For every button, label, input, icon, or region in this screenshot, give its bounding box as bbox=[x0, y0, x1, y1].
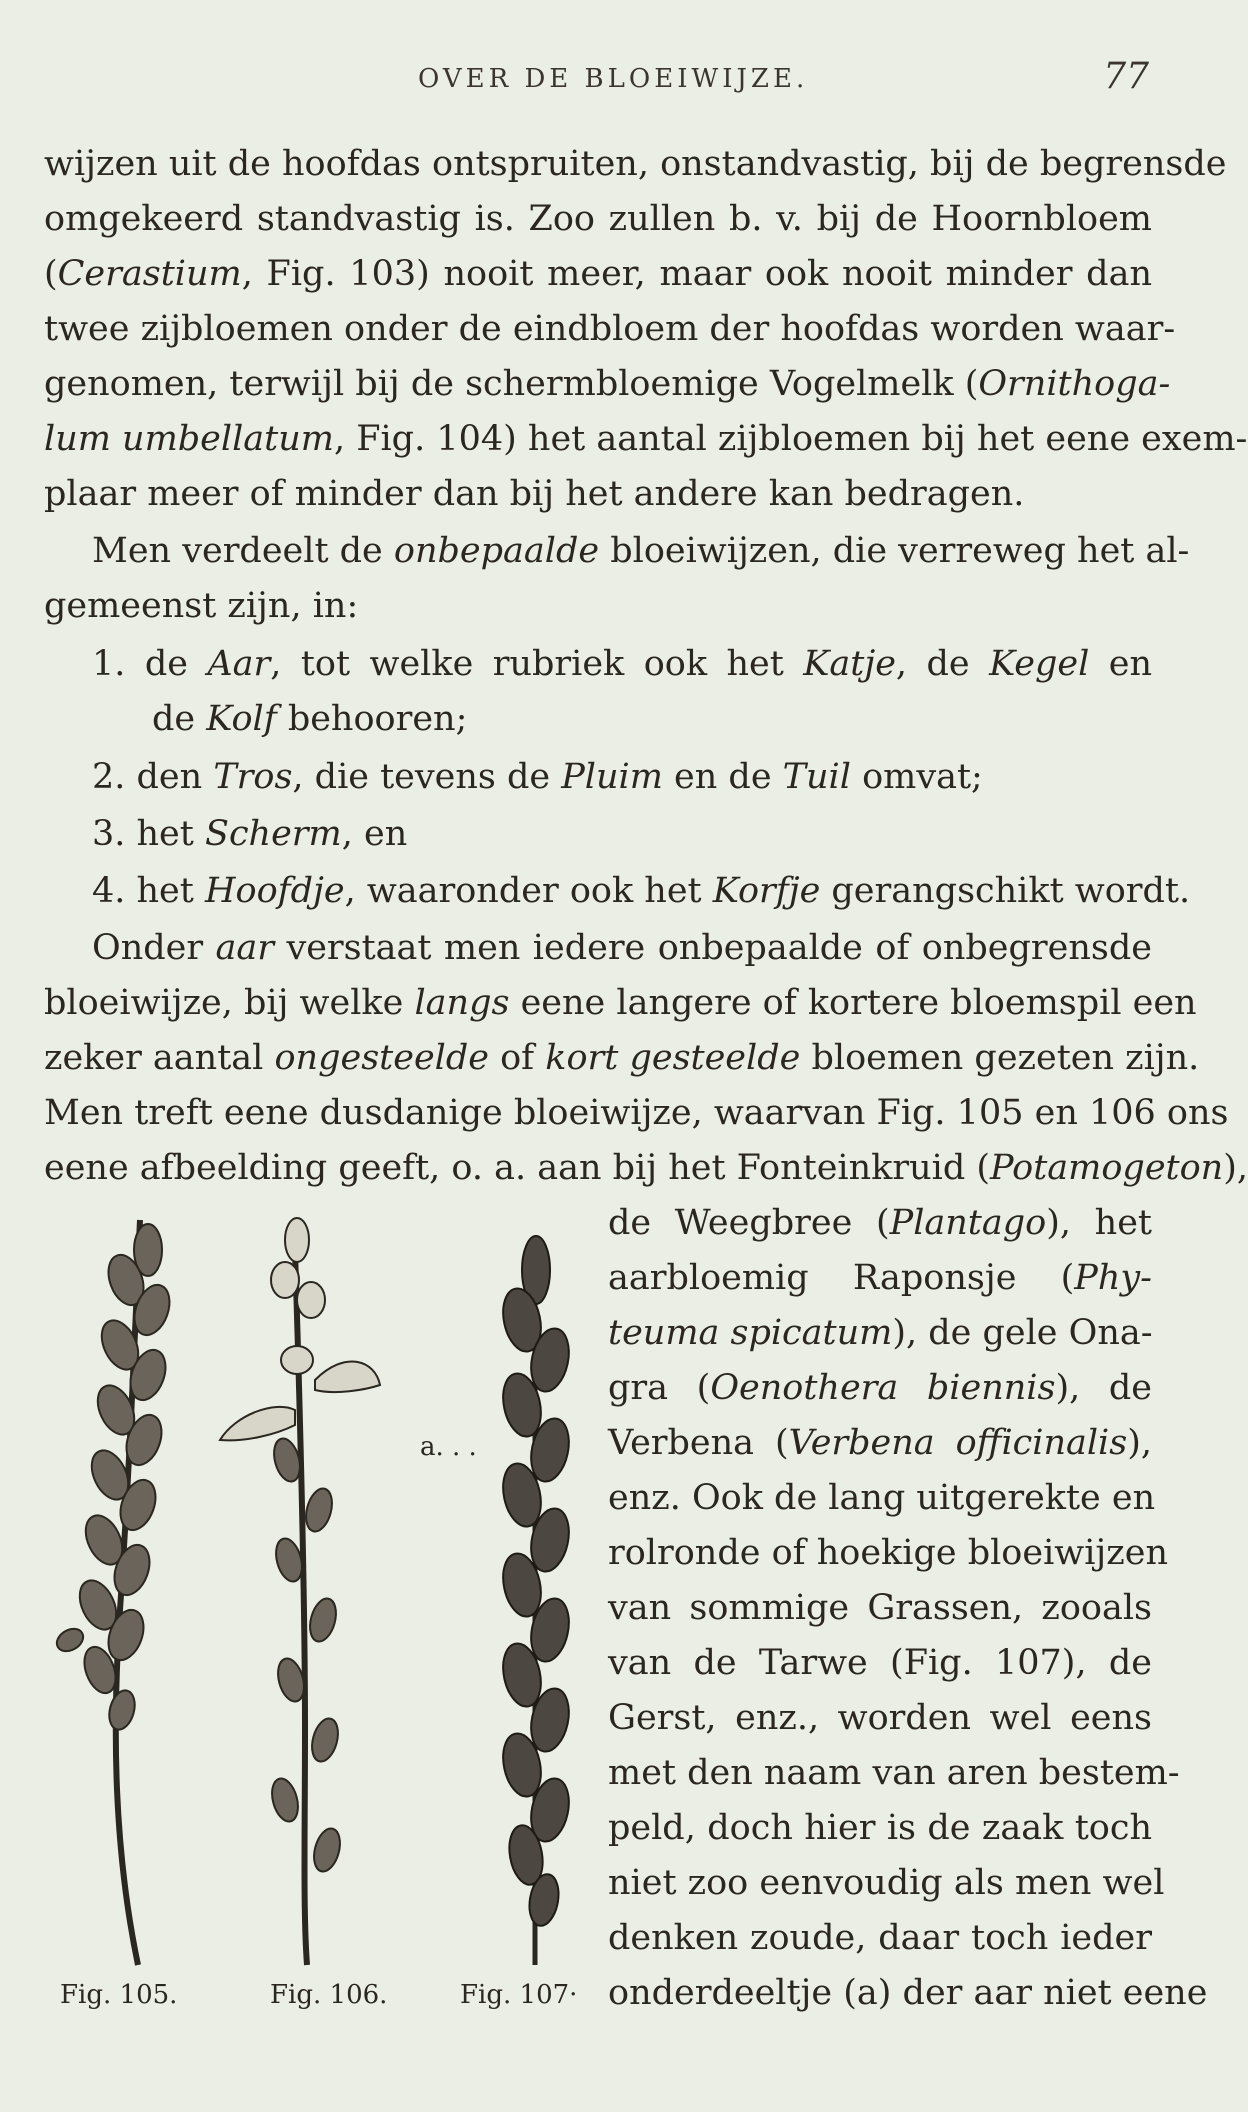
list-item: 3. het Scherm, en bbox=[92, 814, 408, 854]
text-line: (Cerastium, Fig. 103) nooit meer, maar ook nooit minder dan bbox=[44, 254, 1152, 294]
text-line: genomen, terwijl bij de schermbloemige Vogelmelk (Ornithoga- bbox=[44, 364, 1171, 404]
text-line: gemeenst zijn, in: bbox=[44, 586, 359, 626]
text-line: gra (Oenothera biennis), de bbox=[608, 1368, 1152, 1408]
text-line: eene afbeelding geeft, o. a. aan bij het Fonteinkruid (Potamogeton), bbox=[44, 1148, 1248, 1188]
text-line: peld, doch hier is de zaak toch bbox=[608, 1808, 1152, 1848]
figure-105-spike bbox=[40, 1210, 190, 1970]
page-number: 77 bbox=[1103, 56, 1149, 97]
text-line: van sommige Grassen, zooals bbox=[608, 1588, 1152, 1628]
text-line: zeker aantal ongesteelde of kort gesteelde bloemen gezeten zijn. bbox=[44, 1038, 1200, 1078]
text-line: Men verdeelt de onbepaalde bloeiwijzen, die verreweg het al- bbox=[92, 531, 1190, 571]
text-line: onderdeeltje (a) der aar niet eene bbox=[608, 1973, 1208, 2013]
text-line: enz. Ook de lang uitgerekte en bbox=[608, 1478, 1156, 1518]
text-line: Onder aar verstaat men iedere onbepaalde of onbegrensde bbox=[92, 928, 1152, 968]
text-line: Verbena (Verbena officinalis), bbox=[608, 1423, 1152, 1463]
figure-105-caption: Fig. 105. bbox=[60, 1980, 178, 2010]
list-item: 2. den Tros, die tevens de Pluim en de Tuil omvat; bbox=[92, 757, 983, 797]
text-line: twee zijbloemen onder de eindbloem der hoofdas worden waar- bbox=[44, 309, 1176, 349]
text-line: omgekeerd standvastig is. Zoo zullen b. v. bij de Hoornbloem bbox=[44, 199, 1152, 239]
text-line: van de Tarwe (Fig. 107), de bbox=[608, 1643, 1152, 1683]
list-item-continued: de Kolf behooren; bbox=[152, 699, 468, 739]
text-line: met den naam van aren bestem- bbox=[608, 1753, 1180, 1793]
page-header bbox=[0, 54, 1193, 104]
text-line: teuma spicatum), de gele Ona- bbox=[608, 1313, 1153, 1353]
figure-106-spike bbox=[215, 1210, 415, 1970]
text-line: plaar meer of minder dan bij het andere kan bedragen. bbox=[44, 474, 1025, 514]
text-line: wijzen uit de hoofdas ontspruiten, onstandvastig, bij de begrensde bbox=[44, 144, 1227, 184]
text-line: rolronde of hoekige bloeiwijzen bbox=[608, 1533, 1168, 1573]
text-line: bloeiwijze, bij welke langs eene langere of kortere bloemspil een bbox=[44, 983, 1197, 1023]
text-line: lum umbellatum, Fig. 104) het aantal zijbloemen bij het eene exem- bbox=[44, 419, 1248, 459]
text-line: aarbloemig Raponsje (Phy- bbox=[608, 1258, 1152, 1298]
text-line: denken zoude, daar toch ieder bbox=[608, 1918, 1152, 1958]
list-item: 4. het Hoofdje, waaronder ook het Korfje gerangschikt wordt. bbox=[92, 871, 1191, 911]
figure-label-a: a. . . bbox=[420, 1432, 477, 1462]
text-line: niet zoo eenvoudig als men wel bbox=[608, 1863, 1165, 1903]
running-head: OVER DE BLOEIWIJZE. bbox=[418, 64, 809, 94]
text-line: Gerst, enz., worden wel eens bbox=[608, 1698, 1152, 1738]
list-item: 1. de Aar, tot welke rubriek ook het Katje, de Kegel en bbox=[92, 644, 1152, 684]
figures-block bbox=[40, 1210, 600, 2010]
figure-106-caption: Fig. 106. bbox=[270, 1980, 388, 2010]
figure-107-wheat-ear bbox=[480, 1210, 600, 1970]
text-line: Men treft eene dusdanige bloeiwijze, waarvan Fig. 105 en 106 ons bbox=[44, 1093, 1229, 1133]
figure-107-caption: Fig. 107· bbox=[460, 1980, 578, 2010]
text-line: de Weegbree (Plantago), het bbox=[608, 1203, 1152, 1243]
